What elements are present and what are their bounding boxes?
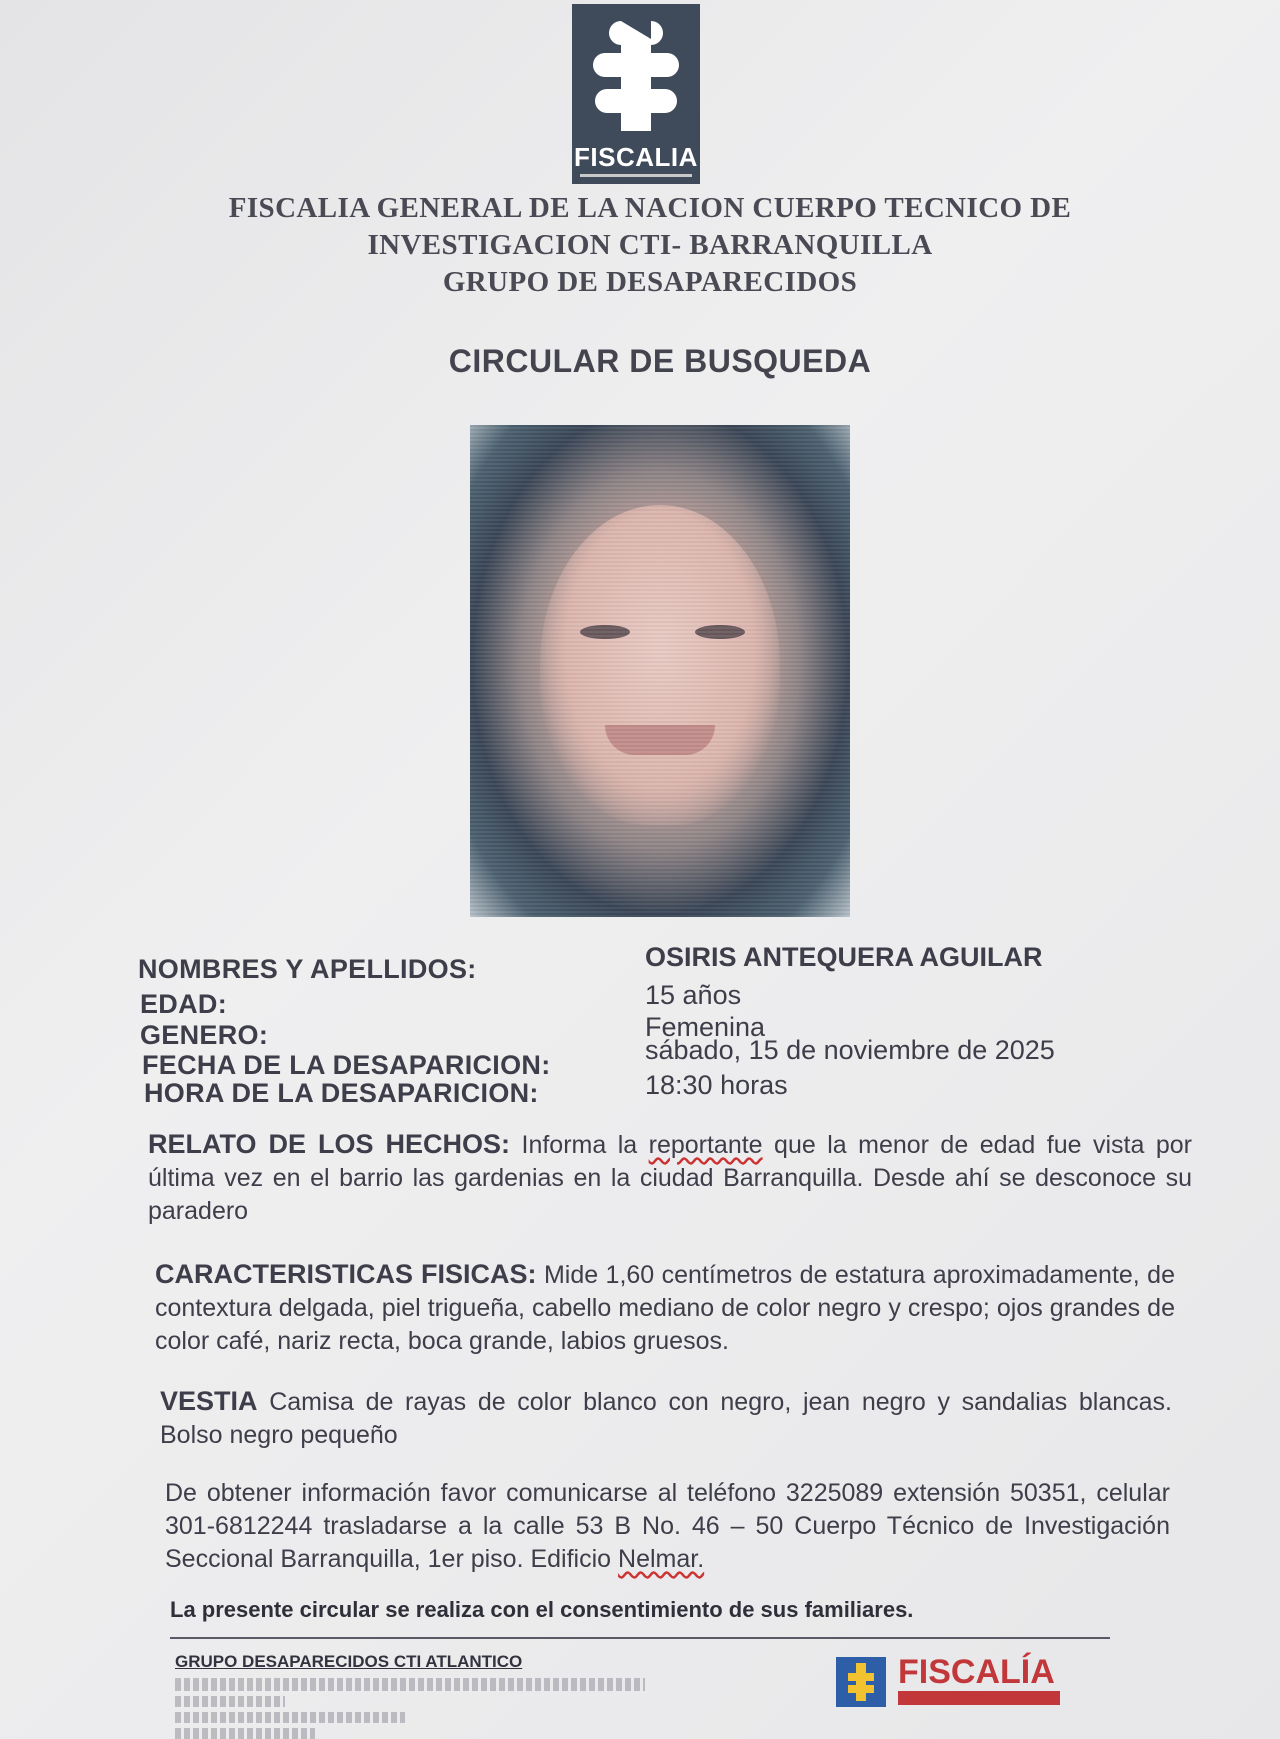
footer-title: GRUPO DESAPARECIDOS CTI ATLANTICO [175, 1652, 523, 1671]
vestia-paragraph [160, 1385, 1172, 1452]
caracteristicas-label: CARACTERISTICAS FISICAS: [155, 1259, 537, 1289]
caracteristicas-text: Mide 1,60 centímetros de estatura aproximadamente, de contextura delgada, piel trigueña, cabello mediano de color negro y crespo; ojos grandes de color café, nariz recta, boca grande, labios gruesos. [155, 1261, 1175, 1355]
field-value-date: sábado, 15 de noviembre de 2025 [645, 1035, 1055, 1065]
vestia-text: Camisa de rayas de color blanco con negro, jean negro y sandalias blancas. Bolso negro pequeño [160, 1388, 1172, 1449]
field-value-time: 18:30 horas [645, 1070, 788, 1100]
relato-text-b: que la menor de edad fue vista por última vez en el barrio las gardenias en la ciudad Barranquilla. Desde ahí se desconoce su paradero [148, 1131, 1192, 1225]
missing-person-photo [470, 425, 850, 917]
contact-text: De obtener información favor comunicarse al teléfono 3225089 extensión 50351, celular 301-6812244 trasladarse a la calle 53 B No. 46 – 50 Cuerpo Técnico de Investigación Seccional Barranquilla, 1er piso. Edificio [165, 1479, 1170, 1573]
field-value-gender: Femenina [645, 1012, 766, 1042]
puzzle-emblem-icon [836, 1657, 886, 1707]
footer-logo-bar [898, 1691, 1060, 1705]
field-label-age: EDAD: [140, 989, 227, 1019]
logo-underline [580, 174, 692, 177]
footer-address-block [175, 1652, 695, 1739]
field-value-name: OSIRIS ANTEQUERA AGUILAR [645, 942, 1043, 972]
heading-line-3: GRUPO DE DESAPARECIDOS [442, 266, 858, 298]
page-title: CIRCULAR DE BUSQUEDA [448, 343, 872, 379]
footer-phone-line [175, 1712, 405, 1723]
consent-note: La presente circular se realiza con el consentimiento de sus familiares. [170, 1597, 914, 1622]
contact-paragraph [165, 1477, 1170, 1576]
institution-heading [150, 190, 1150, 301]
footer-web-line [175, 1728, 315, 1739]
footer-address-line [175, 1678, 645, 1691]
relato-paragraph [148, 1128, 1192, 1228]
footer-divider [170, 1637, 1110, 1639]
contact-word-underlined: Nelmar. [618, 1545, 705, 1573]
logo-word: FISCALIA [574, 142, 698, 172]
field-label-date: FECHA DE LA DESAPARICION: [142, 1050, 551, 1080]
field-label-name: NOMBRES Y APELLIDOS: [138, 954, 477, 984]
fiscalia-logo [572, 4, 700, 184]
photo-scanlines [470, 425, 850, 917]
vestia-label: VESTIA [160, 1386, 258, 1416]
heading-line-1: FISCALIA GENERAL DE LA NACION CUERPO TECNICO DE [228, 192, 1072, 224]
caracteristicas-paragraph [155, 1258, 1175, 1358]
footer-fiscalia-logo [836, 1655, 1066, 1711]
relato-word-underlined: reportante [648, 1131, 763, 1159]
relato-text-a: Informa la [521, 1131, 638, 1159]
field-label-gender: GENERO: [140, 1020, 269, 1050]
relato-label: RELATO DE LOS HECHOS: [148, 1129, 511, 1159]
field-label-time: HORA DE LA DESAPARICION: [144, 1078, 539, 1108]
footer-city-line [175, 1696, 285, 1707]
footer-logo-word: FISCALÍA [898, 1653, 1055, 1691]
puzzle-piece-icon [591, 16, 681, 136]
heading-line-2: INVESTIGACION CTI- BARRANQUILLA [367, 229, 933, 261]
field-value-age: 15 años [645, 980, 742, 1010]
